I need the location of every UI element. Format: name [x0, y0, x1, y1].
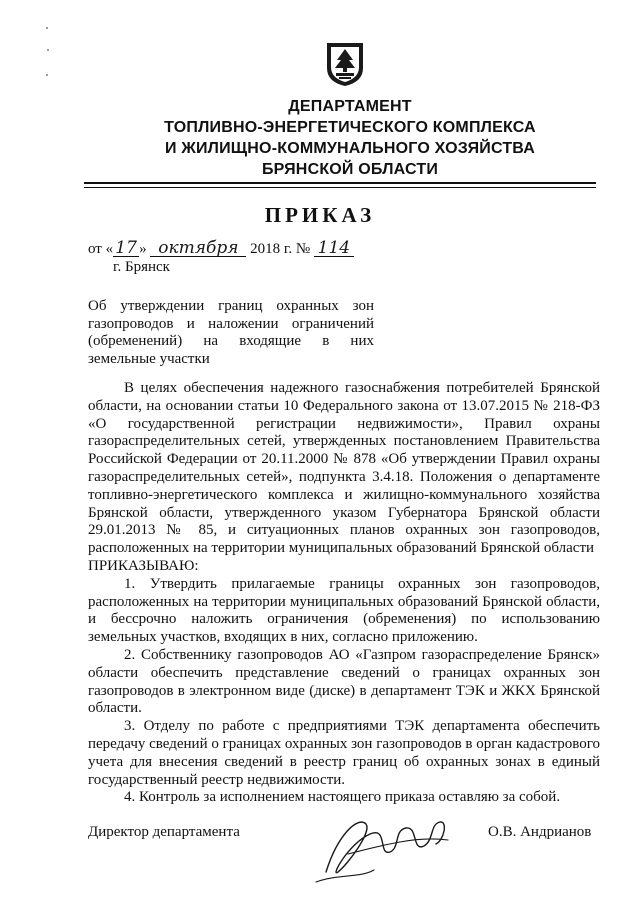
department-header [100, 96, 600, 180]
order-dateline [88, 240, 354, 258]
order-item: 1. Утвердить прилагаемые границы охранных зон газопроводов, расположенных на территории муниципальных образований Брянской области, и бессрочно наложить ограничения (обременения) по использованию земельных участков, входящих в них, согласно приложению. [88, 575, 600, 646]
order-item: 4. Контроль за исполнением настоящего приказа оставляю за собой. [124, 789, 561, 806]
bryansk-coat-of-arms-icon [324, 40, 366, 88]
header-line: И ЖИЛИЩНО-КОММУНАЛЬНОГО ХОЗЯЙСТВА [164, 140, 536, 157]
order-number: 114 [314, 240, 354, 257]
signatory-name: О.В. Андрианов [488, 824, 592, 840]
date-from-label: от « [88, 241, 114, 257]
order-subject: Об утверждении границ охранных зон газопроводов и наложении ограничений (обременений) на входящие в них земельные участки [88, 298, 374, 367]
scan-marks [44, 20, 52, 80]
order-item: 2. Собственнику газопроводов АО «Газпром газораспределение Брянск» области обеспечить представление сведений о границах охранных зон газопроводов в электронном виде (диске) в департамент ТЭК и ЖКХ Брянской области. [88, 646, 600, 717]
date-year: 2018 г. [250, 241, 293, 257]
header-rule-thin [84, 187, 596, 188]
orders-word: ПРИКАЗЫВАЮ: [88, 557, 199, 574]
header-rule-thick [84, 182, 596, 184]
date-day: 17 [113, 240, 139, 257]
order-number-label: № [295, 241, 311, 257]
document-title: ПРИКАЗ [264, 203, 376, 227]
header-line: ДЕПАРТАМЕНТ [288, 98, 412, 115]
order-body [88, 380, 600, 807]
issue-city: г. Брянск [113, 259, 170, 275]
date-month: октября [150, 240, 246, 257]
header-line: ТОПЛИВНО-ЭНЕРГЕТИЧЕСКОГО КОМПЛЕКСА [164, 119, 536, 136]
preamble-paragraph: В целях обеспечения надежного газоснабжения потребителей Брянской области, на основании статьи 10 Федерального закона от 13.07.2015 № 218-ФЗ «О государственной регистрации недвижимости», Правил охраны газораспределительных сетей, утвержденных постановлением Правительства Российской Федерации от 20.11.2000 № 878 «Об утверждении Правил охраны газораспределительных сетей», подпункта 3.4.18. Положения о департаменте топливно-энергетического комплекса и жилищно-коммунального хозяйства Брянской области, утвержденного указом Губернатора Брянской области 29.01.2013 № 85, и ситуационных планов охранных зон газопроводов, расположенных на территории муниципальных образований Брянской области [88, 380, 600, 557]
order-item: 3. Отделу по работе с предприятиями ТЭК департамента обеспечить передачу сведений о границах охранных зон газопроводов в орган кадастрового учета для внесения сведений в реестр границ об охранных зонах в единый государственный реестр недвижимости. [88, 718, 600, 788]
header-line: БРЯНСКОЙ ОБЛАСТИ [261, 161, 439, 178]
date-quote-close: » [139, 241, 147, 257]
handwritten-signature [308, 794, 456, 890]
signatory-position: Директор департамента [88, 824, 240, 840]
